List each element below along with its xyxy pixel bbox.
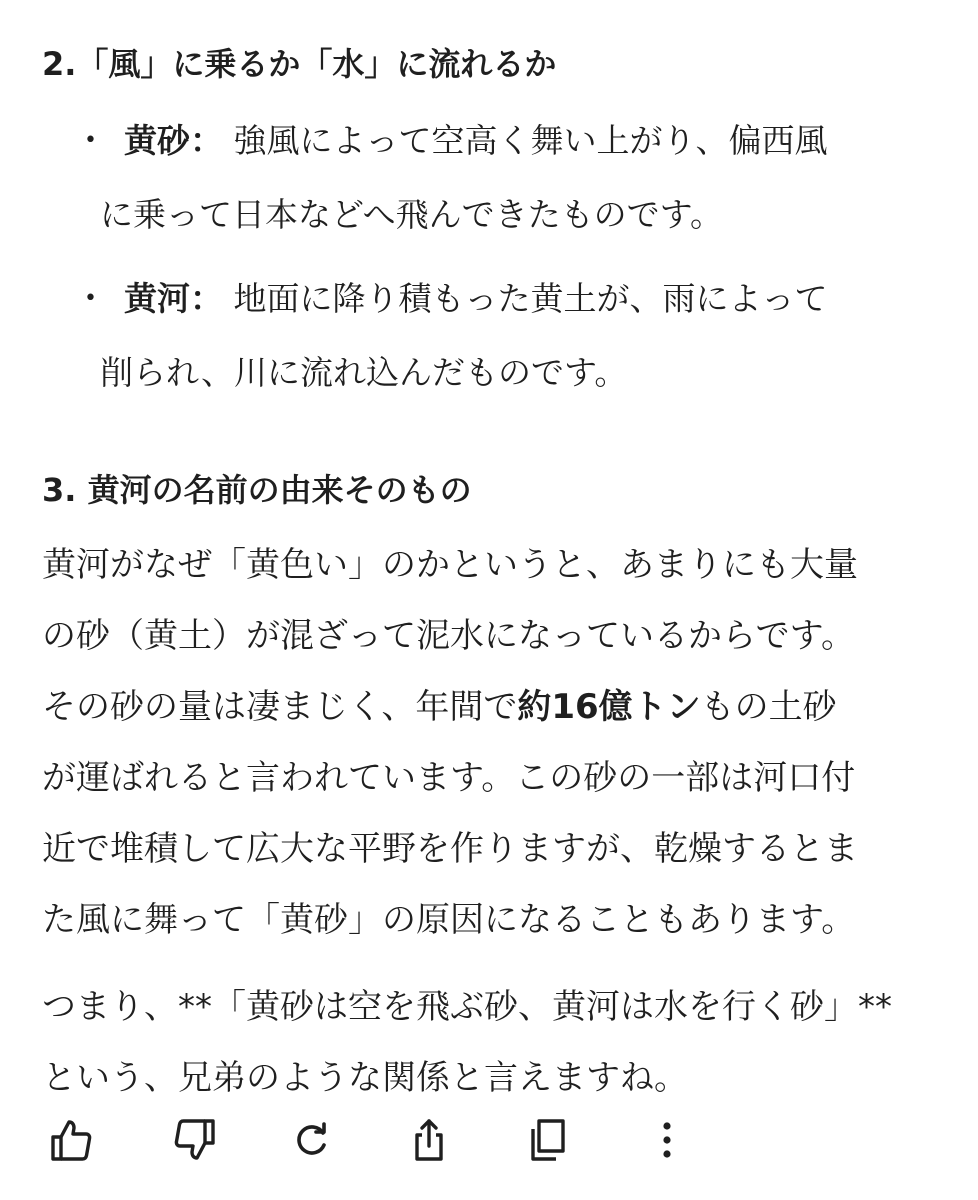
bullet-first-line — [100, 104, 942, 178]
bullet-text: 削られ、川に流れ込んだものです。 — [100, 353, 628, 392]
text-line — [42, 672, 942, 743]
response-content — [42, 36, 942, 1114]
list-item — [42, 262, 942, 410]
bullet-marker: • — [84, 286, 97, 311]
bullet-marker: • — [84, 128, 97, 153]
paragraph — [42, 530, 942, 956]
share-button[interactable] — [402, 1112, 456, 1168]
bullet-first-line — [100, 262, 942, 336]
text-line: 黄河がなぜ「黄色い」のかというと、あまりにも大量 — [42, 545, 858, 585]
bold-text: 約16億トン — [517, 687, 701, 727]
more-vertical-icon — [643, 1116, 691, 1164]
text-line: た風に舞って「黄砂」の原因になることもあります。 — [42, 900, 856, 940]
refresh-icon — [287, 1116, 335, 1164]
bullet-text: 強風によって空高く舞い上がり、偏西風 — [233, 121, 828, 160]
text-span: もの土砂 — [700, 687, 837, 727]
section-heading: 2.「風」に乗るか「水」に流れるか — [42, 45, 557, 83]
text-line: の砂（黄土）が混ざって泥水になっているからです。 — [42, 616, 855, 656]
text-line: 近で堆積して広大な平野を作りますが、乾燥するとま — [42, 829, 858, 869]
list-item — [42, 104, 942, 252]
copy-button[interactable] — [520, 1112, 574, 1168]
bullet-term: 黄砂： — [124, 121, 223, 160]
response-action-bar — [44, 1112, 744, 1168]
thumbs-down-icon — [171, 1116, 219, 1164]
paragraph — [42, 972, 942, 1114]
bullet-text: 地面に降り積もった黄土が、雨によって — [233, 279, 828, 318]
text-span: その砂の量は凄まじく、年間で — [42, 687, 518, 727]
share-icon — [405, 1116, 453, 1164]
more-options-button[interactable] — [640, 1112, 694, 1168]
section-heading: 3. 黄河の名前の由来そのもの — [42, 471, 472, 509]
text-line: が運ばれると言われています。この砂の一部は河口付 — [42, 758, 856, 798]
copy-icon — [523, 1116, 571, 1164]
bullet-text: に乗って日本などへ飛んできたものです。 — [100, 195, 724, 234]
text-line: つまり、**「黄砂は空を飛ぶ砂、黄河は水を行く砂」** — [42, 987, 892, 1027]
thumbs-up-button[interactable] — [44, 1112, 98, 1168]
regenerate-button[interactable] — [284, 1112, 338, 1168]
bullet-term: 黄河： — [124, 279, 223, 318]
bullet-list — [42, 104, 942, 410]
text-line: という、兄弟のような関係と言えますね。 — [42, 1058, 688, 1098]
thumbs-down-button[interactable] — [168, 1112, 222, 1168]
thumbs-up-icon — [47, 1116, 95, 1164]
